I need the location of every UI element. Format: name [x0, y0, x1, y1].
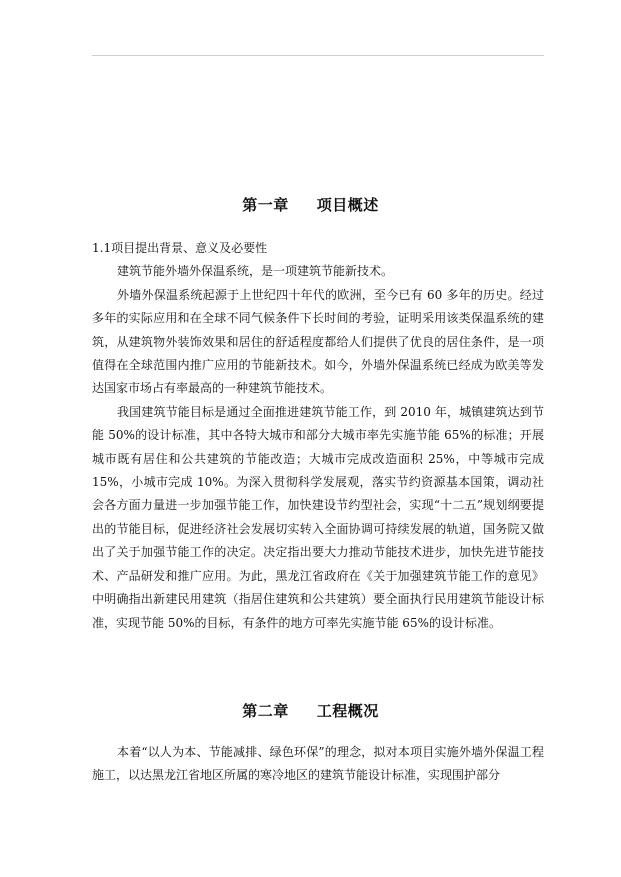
paragraph: 外墙外保温系统起源于上世纪四十年代的欧洲，至今已有 60 多年的历史。经过多年的实际应用和在全球不同气候条件下长时间的考验，证明采用该类保温系统的建筑，从建筑物外装饰效果和居住的舒适程度都给人们提供了优良的居住条件，是一项值得在全球范围内推广应用的节能新技术。如今，外墙外保温系统已经成为欧美等发达国家市场占有率最高的一种建筑节能技术。 — [92, 287, 544, 396]
chapter-2-number: 第二章 — [242, 702, 289, 720]
chapter-1-body — [92, 237, 544, 635]
section-heading: 1.1项目提出背景、意义及必要性 — [92, 241, 268, 255]
chapter-1-name: 项目概述 — [316, 196, 379, 214]
chapter-2-body — [92, 741, 544, 788]
chapter-1-number: 第一章 — [242, 196, 289, 214]
chapter-2-name: 工程概况 — [316, 702, 379, 720]
chapter-1-title — [0, 194, 621, 215]
header-rule — [92, 55, 544, 56]
chapter-2-title — [0, 700, 621, 721]
paragraph: 本着“以人为本、节能减排、绿色环保”的理念，拟对本项目实施外墙外保温工程施工，以达黑龙江省地区所属的寒冷地区的建筑节能设计标准，实现围护部分 — [92, 745, 544, 783]
paragraph: 我国建筑节能目标是通过全面推进建筑节能工作，到 2010 年，城镇建筑达到节能 50%的设计标准，其中各特大城市和部分大城市率先实施节能 65%的标准；开展城市既有居住和公共建筑的节能改造；大城市完成改造面积 25%，中等城市完成15%，小城市完成 10%。为深入贯彻科学发展观，落实节约资源基本国策，调动社会各方面力量进一步加强节能工作，加快建设节约型社会，实现“十二五”规划纲要提出的节能目标，促进经济社会发展切实转入全面协调可持续发展的轨道，国务院又做出了关于加强节能工作的决定。决定指出要大力推动节能技术进步，加快先进节能技术、产品研发和推广应用。为此，黑龙江省政府在《关于加强建筑节能工作的意见》中明确指出新建民用建筑（指居住建筑和公共建筑）要全面执行民用建筑节能设计标准，实现节能 50%的目标，有条件的地方可率先实施节能 65%的设计标准。 — [92, 404, 544, 630]
paragraph: 建筑节能外墙外保温系统，是一项建筑节能新技术。 — [117, 264, 394, 279]
